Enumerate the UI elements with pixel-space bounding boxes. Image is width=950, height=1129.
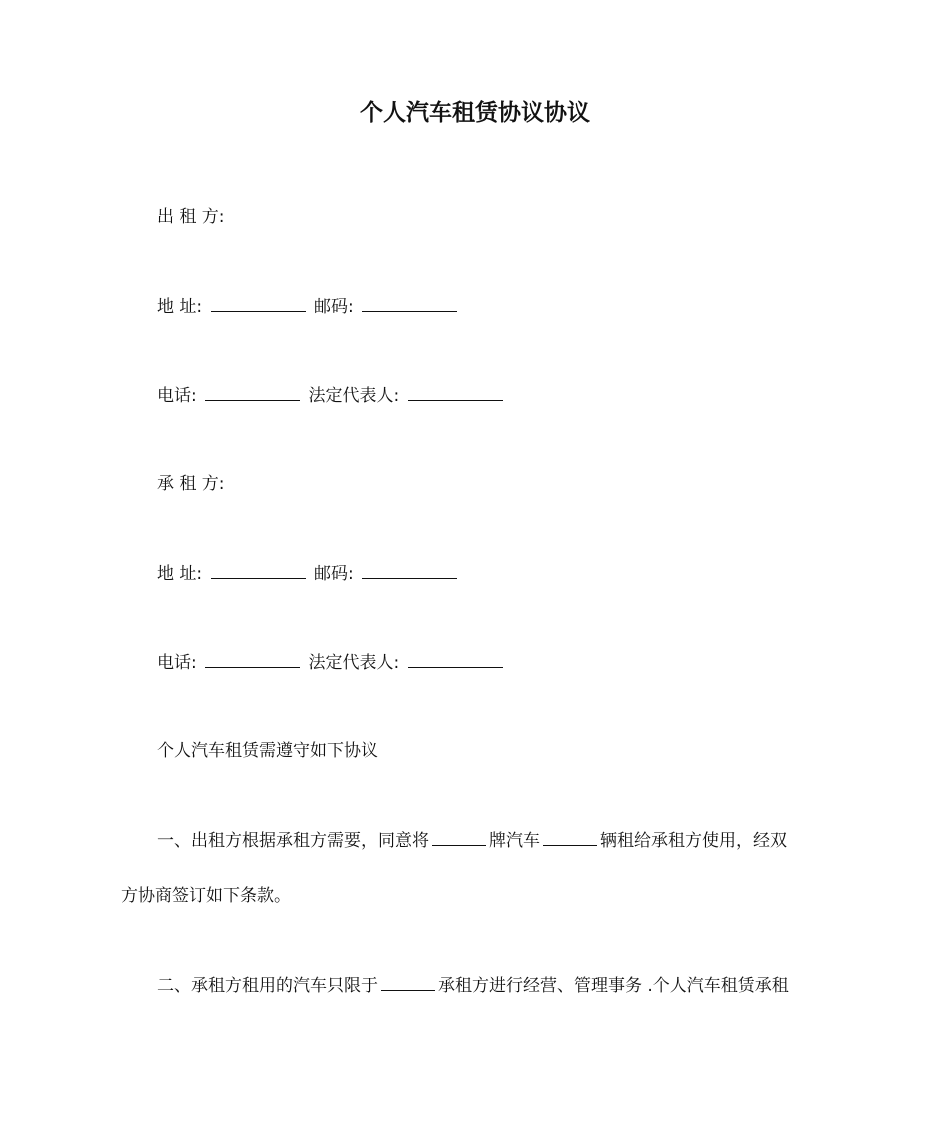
- lessee-address-line: [157, 560, 460, 587]
- lessee-phone-label: 电话:: [157, 653, 197, 673]
- lessor-rep-blank: [408, 382, 503, 401]
- clause1-text-a: 一、出租方根据承租方需要，同意将: [157, 831, 429, 851]
- lessor-label: 出 租 方:: [157, 207, 225, 227]
- lessee-line: [157, 471, 225, 497]
- lessor-address-label: 地 址:: [157, 297, 203, 317]
- lessor-address-blank: [211, 293, 306, 312]
- clause1-continuation: 方协商签订如下条款。: [121, 886, 291, 906]
- lessor-line: [157, 204, 225, 230]
- intro-paragraph: 个人汽车租赁需遵守如下协议: [157, 741, 378, 761]
- lessee-label: 承 租 方:: [157, 474, 225, 494]
- clause2-line: [157, 972, 789, 999]
- lessor-postcode-blank: [362, 293, 457, 312]
- lessor-phone-label: 电话:: [157, 386, 197, 406]
- clause1-line: [157, 827, 787, 854]
- document-title: 个人汽车租赁协议协议: [360, 100, 590, 126]
- lessor-postcode-label: 邮码:: [313, 297, 354, 317]
- lessor-rep-label: 法定代表人:: [308, 386, 400, 406]
- clause2-text-a: 二、承租方租用的汽车只限于: [157, 976, 378, 996]
- clause1-text-b: 牌汽车: [489, 831, 540, 851]
- lessor-phone-line: [157, 382, 506, 409]
- clause2-blank: [381, 972, 435, 991]
- lessee-rep-blank: [408, 649, 503, 668]
- lessee-address-label: 地 址:: [157, 564, 203, 584]
- lessor-address-line: [157, 293, 460, 320]
- lessor-phone-blank: [205, 382, 300, 401]
- clause2-text-b: 承租方进行经营、管理事务 .个人汽车租赁承租: [438, 976, 789, 996]
- clause1-text-c: 辆租给承租方使用，经双: [600, 831, 787, 851]
- clause1-count-blank: [543, 827, 597, 846]
- lessee-address-blank: [211, 560, 306, 579]
- lessee-postcode-blank: [362, 560, 457, 579]
- lessee-rep-label: 法定代表人:: [308, 653, 400, 673]
- lessee-phone-line: [157, 649, 506, 676]
- clause1-plate-blank: [432, 827, 486, 846]
- lessee-phone-blank: [205, 649, 300, 668]
- lessee-postcode-label: 邮码:: [313, 564, 354, 584]
